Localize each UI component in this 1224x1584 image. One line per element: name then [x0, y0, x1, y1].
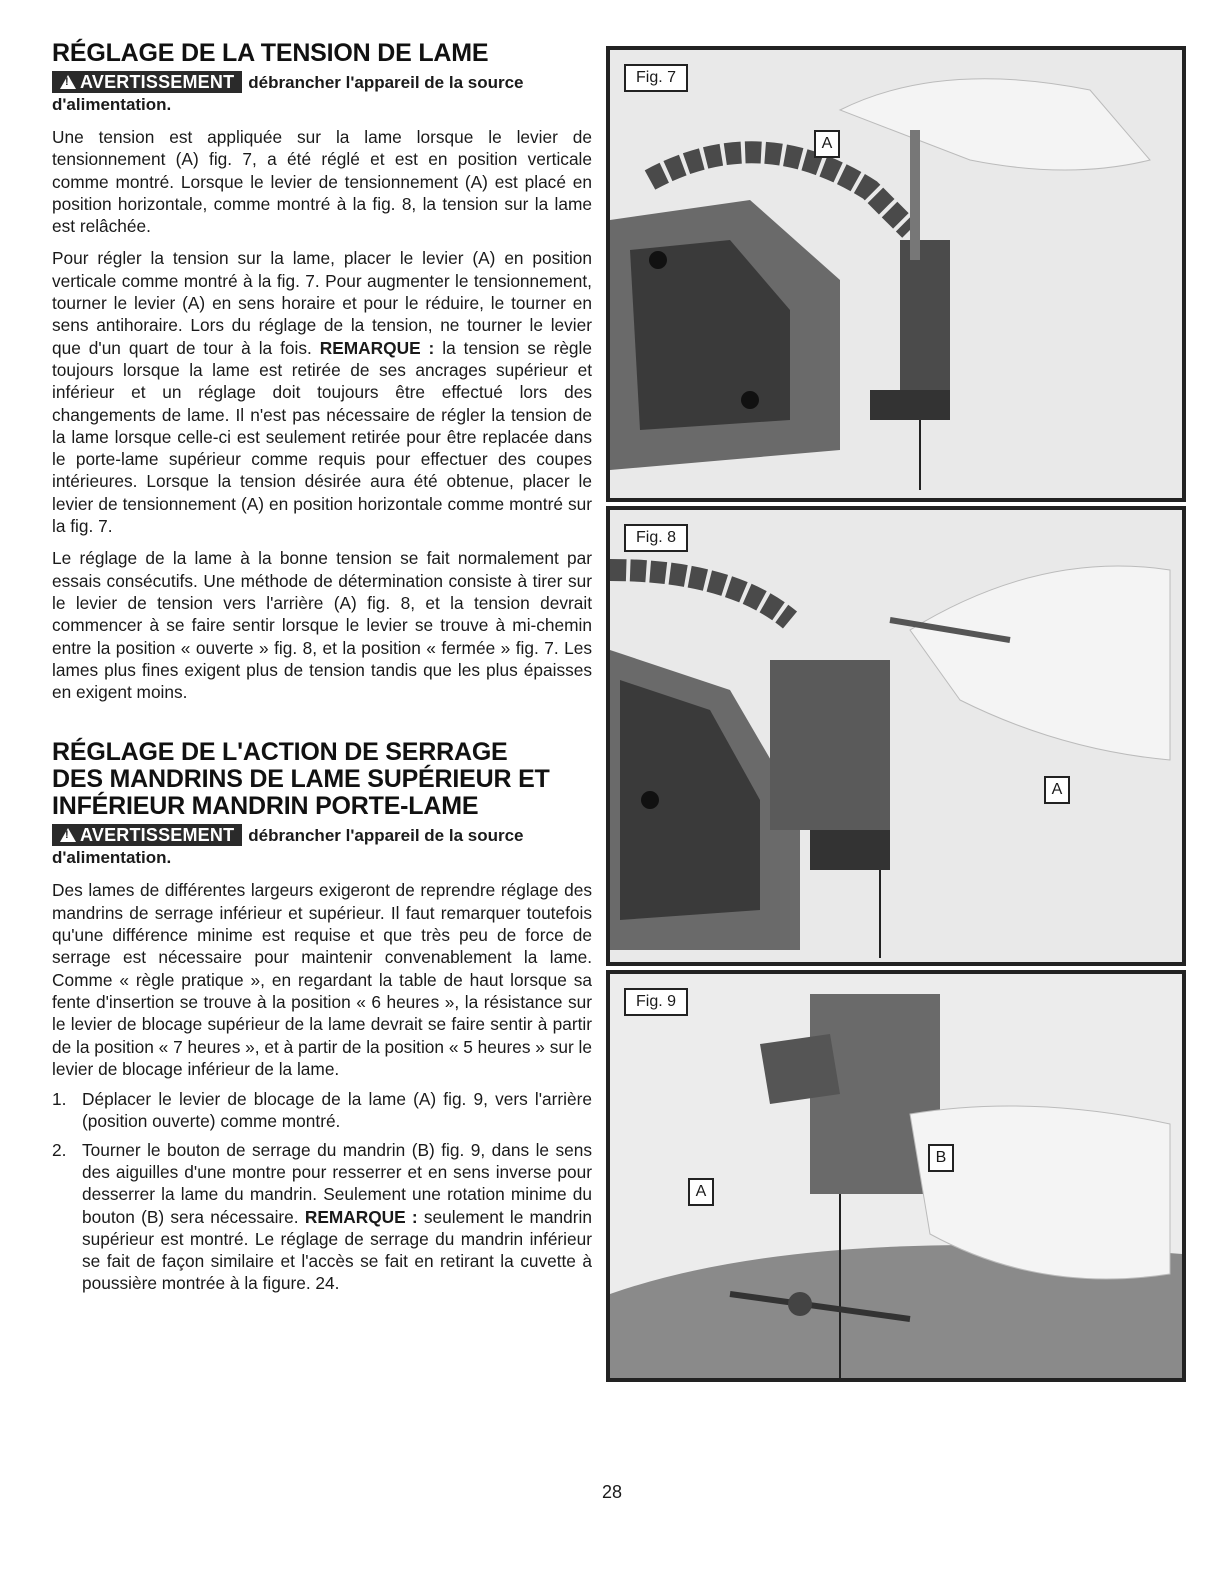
- figure-8-label: Fig. 8: [624, 524, 688, 552]
- figure-8-photo: [610, 510, 1182, 962]
- callout-a: A: [688, 1178, 714, 1206]
- figure-9: [606, 970, 1186, 1382]
- section1-paragraph-2: [52, 247, 592, 537]
- figure-9-label: Fig. 9: [624, 988, 688, 1016]
- figure-9-photo: [610, 974, 1182, 1378]
- section2-warning: [52, 824, 592, 869]
- section2-paragraph-1: Des lames de différentes largeurs exigeront de reprendre réglage des mandrins de serrage inférieur et supérieur. Il faut remarquer toutefois qu'une différence minime est requise et que très peu de force de serrage est nécessaire pour maintenir convenablement la lame. Comme « règle pratique », en regardant la table de haut lorsque sa fente d'insertion se trouve à la position « 6 heures », la résistance sur le levier de blocage supérieur de la lame devrait se faire sentir à partir de la position « 7 heures », et à partir de la position « 5 heures » sur le levier de blocage inférieur de la lame.: [52, 880, 592, 1079]
- section1-warning: [52, 71, 592, 116]
- section1-paragraph-3: Le réglage de la lame à la bonne tension se fait normalement par essais consécutifs. Une méthode de détermination consiste à tirer sur le levier de tension vers l'arrière (A) fig. 8, et la tension devrait commencer à se faire sentir lorsque le levier se trouve à mi-chemin entre la position « ouverte » fig. 8, et la position « fermée » fig. 7. Les lames plus fines exigent plus de tension tandis que les plus épaisses en exigent moins.: [52, 548, 592, 703]
- warning-triangle-icon: [60, 75, 76, 89]
- step-text: Déplacer le levier de blocage de la lame (A) fig. 9, vers l'arrière (position ouverte) comme montré.: [82, 1089, 592, 1132]
- remarque-label: REMARQUE :: [319, 337, 435, 358]
- warning-text: débrancher l'appareil de la source: [248, 826, 524, 846]
- warning-badge: [52, 824, 242, 846]
- figure-8: [606, 506, 1186, 966]
- warning-text-2: d'alimentation.: [52, 848, 172, 868]
- section1-title: RÉGLAGE DE LA TENSION DE LAME: [52, 39, 489, 67]
- step-text: seulement le mandrin supérieur est montré. Le réglage de serrage du mandrin inférieur se fait de façon similaire et l'accès se fait en retirant la cuvette à poussière montrée à la figure. 24.: [82, 1206, 592, 1294]
- step-item: [52, 1139, 592, 1295]
- section1-paragraph-1: Une tension est appliquée sur la lame lorsque le levier de tensionnement (A) fig. 7, a été réglé et est en position verticale comme montré. Lorsque le levier de tensionnement (A) est placé en position horizontale, comme montré à la fig. 8, la tension sur la lame est relâchée.: [52, 127, 592, 237]
- section2: [52, 739, 592, 1294]
- section2-title-line-3: INFÉRIEUR MANDRIN PORTE-LAME: [52, 792, 479, 821]
- steps-list: [52, 1088, 592, 1295]
- figure-7-label: Fig. 7: [624, 64, 688, 92]
- warning-badge: [52, 71, 242, 93]
- section2-title-line-2: DES MANDRINS DE LAME SUPÉRIEUR ET: [52, 765, 550, 794]
- warning-text: débrancher l'appareil de la source: [248, 73, 524, 92]
- paragraph-text: Pour régler la tension sur la lame, placer le levier (A) en position verticale comme montré à la fig. 7. Pour augmenter le tensionnement, tourner le levier (A) en sens horaire et pour le réduire, le tourner en sens antihoraire. Lors du réglage de la tension, ne tourner le levier que d'un quart de tour à la fois.: [52, 248, 592, 358]
- step-item: [52, 1088, 592, 1133]
- step-number: 2.: [52, 1139, 67, 1160]
- remarque-label: REMARQUE :: [304, 1206, 418, 1227]
- page-number: 28: [601, 1482, 623, 1502]
- warning-text-2: d'alimentation.: [52, 95, 172, 114]
- figure-7-photo: [610, 50, 1182, 498]
- warning-badge-text: AVERTISSEMENT: [80, 825, 235, 846]
- callout-a: A: [1044, 776, 1070, 804]
- warning-triangle-icon: [60, 828, 76, 842]
- callout-b: B: [928, 1144, 954, 1172]
- warning-badge-text: AVERTISSEMENT: [80, 72, 235, 92]
- step-number: 1.: [52, 1089, 67, 1110]
- section2-title-line-1: RÉGLAGE DE L'ACTION DE SERRAGE: [52, 738, 508, 767]
- figure-7: [606, 46, 1186, 502]
- left-column: [52, 40, 592, 1295]
- step-text: Tourner le bouton de serrage du mandrin (B) fig. 9, dans le sens des aiguilles d'une montre pour resserrer et en sens inverse pour desserrer la lame du mandrin. Seulement une rotation minime du bouton (B) sera nécessaire.: [82, 1139, 592, 1227]
- paragraph-text: la tension se règle toujours lorsque la lame est retirée de ses ancrages supérieur et inférieur et un réglage doit toujours être effectué lors des changements de lame. Il n'est pas nécessaire de régler la tension de la lame lorsque celle-ci est seulement retirée pour être replacée dans le porte-lame supérieur comme requis pour effectuer des coupes intérieures. Lorsque la tension désirée aura été obtenue, placer le levier de tensionnement (A) en position horizontale comme montré sur la fig. 7.: [52, 337, 592, 537]
- callout-a: A: [814, 130, 840, 158]
